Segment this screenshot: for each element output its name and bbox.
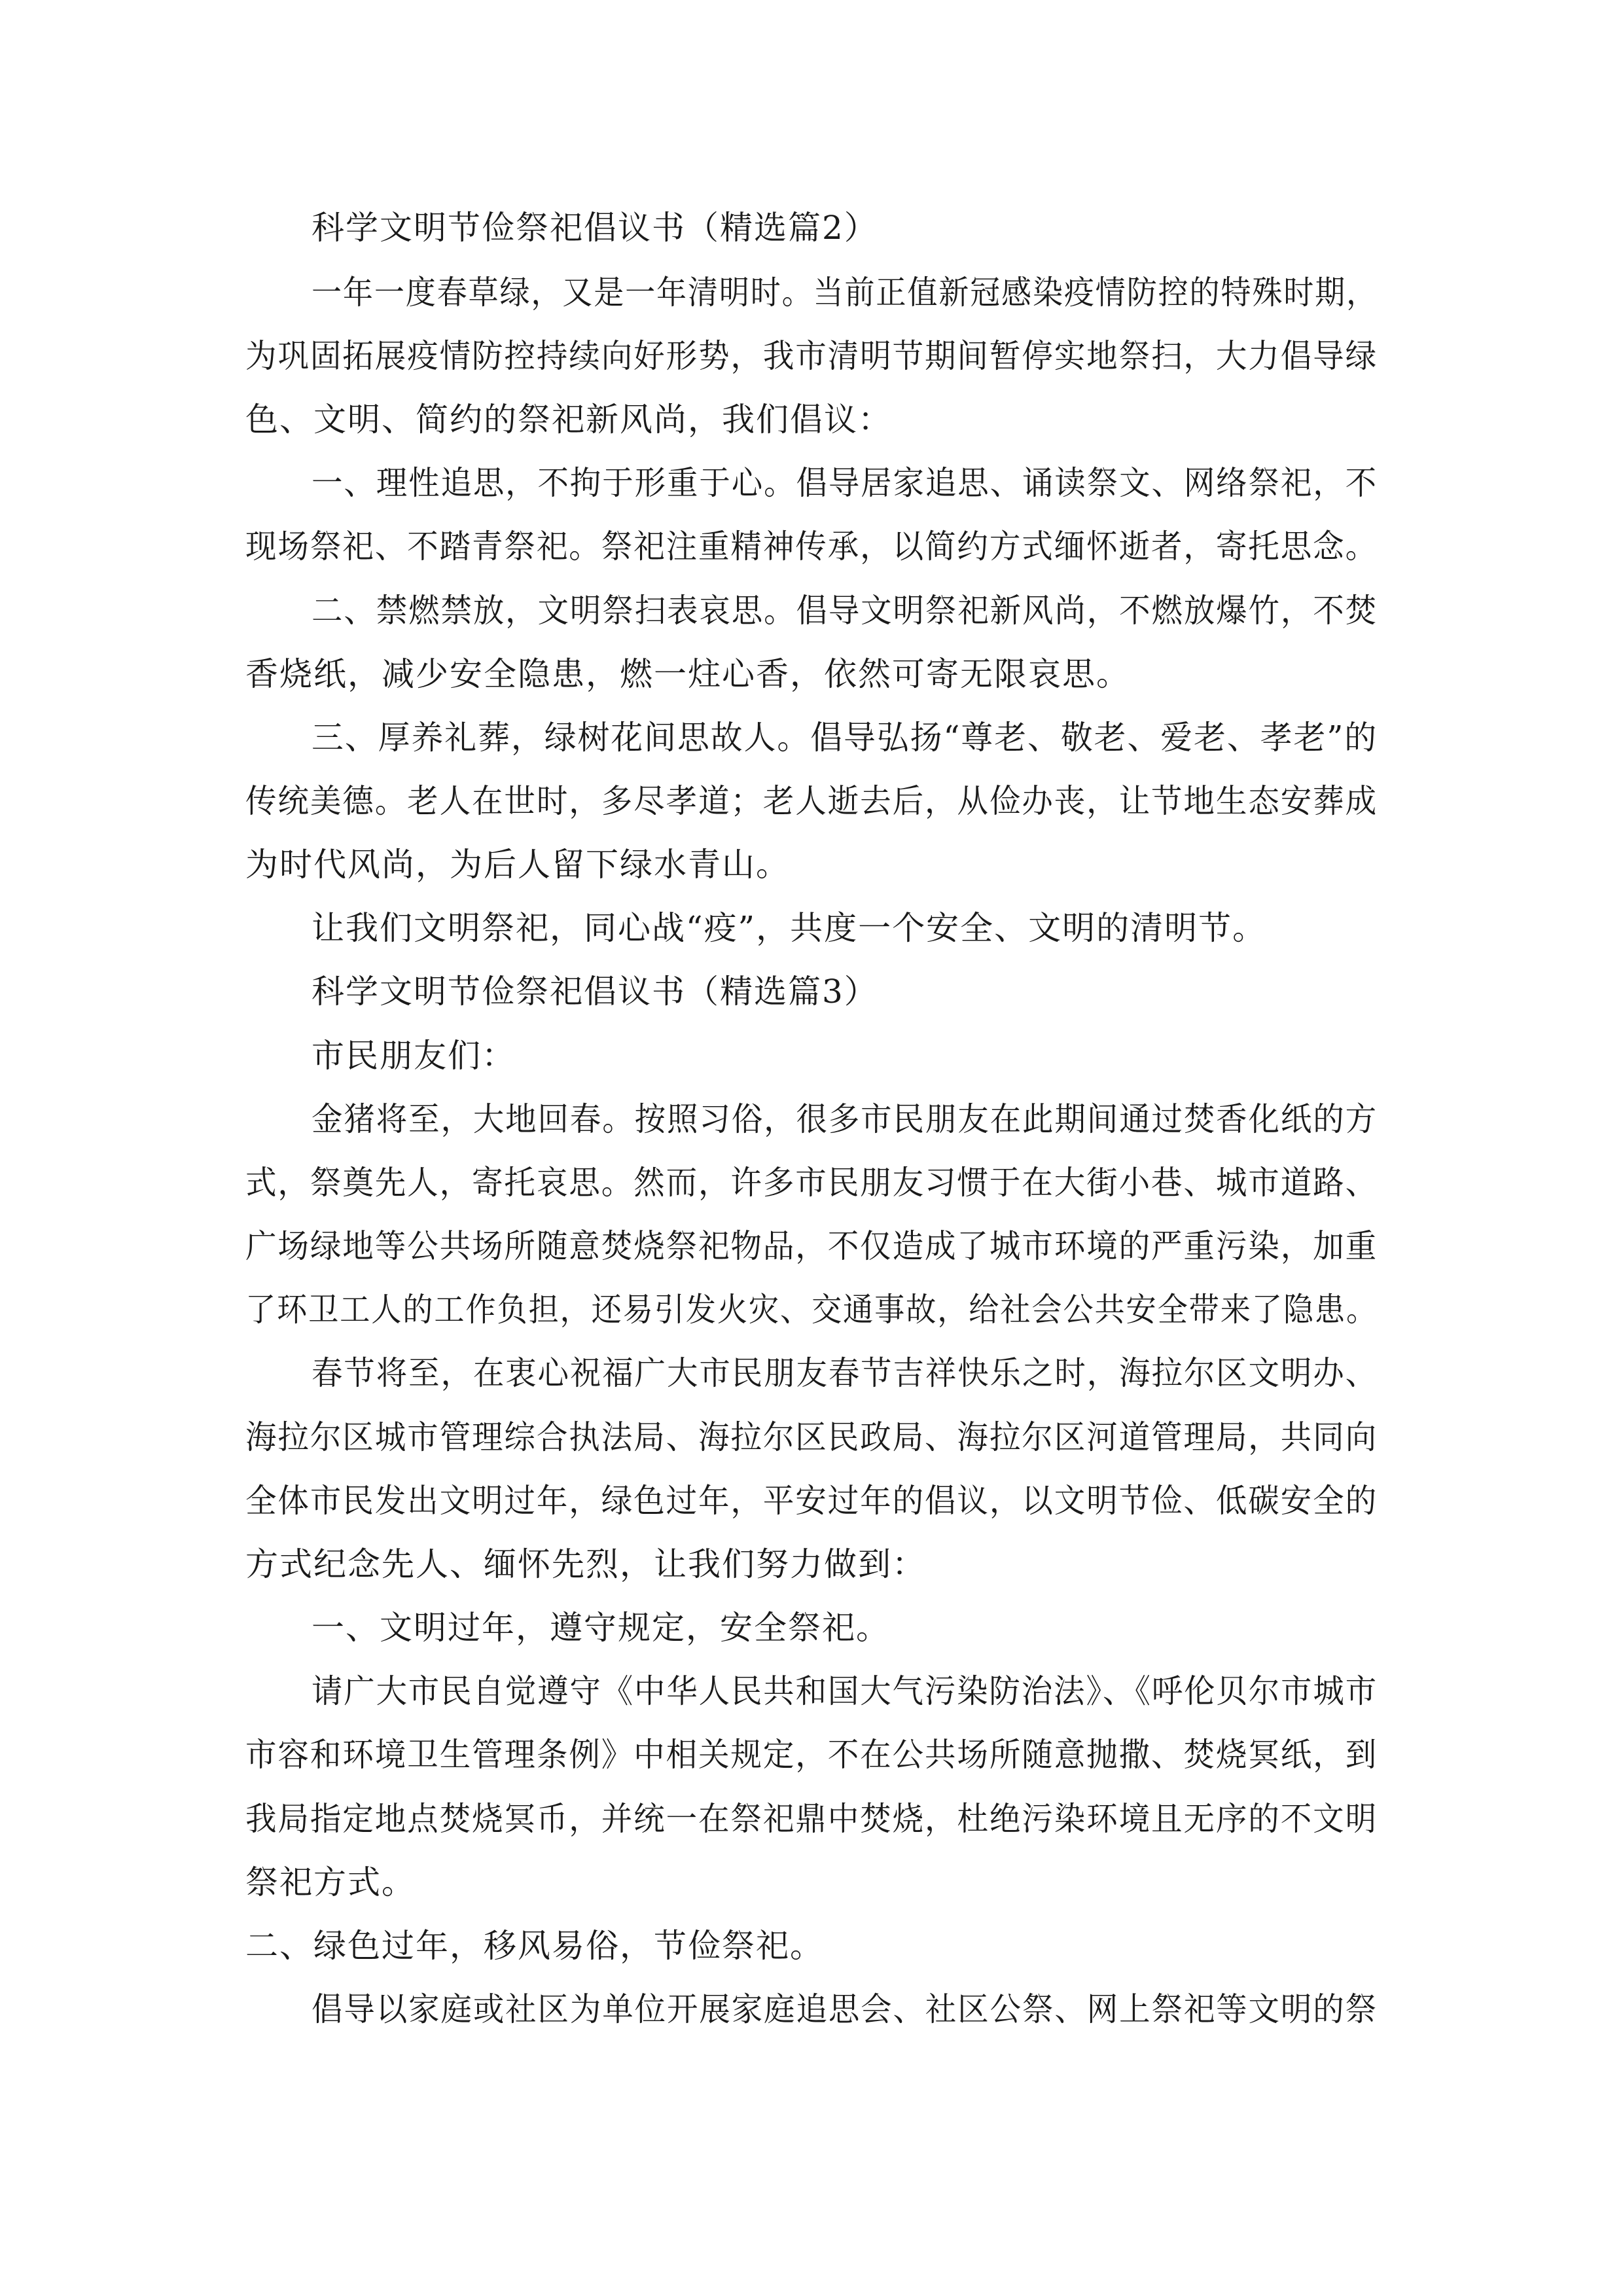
paragraph-line: 色、文明、简约的祭祀新风尚，我们倡议： bbox=[245, 401, 892, 439]
paragraph-line: 祭祀方式。 bbox=[245, 1863, 416, 1901]
paragraph-line: 我局指定地点焚烧冥币，并统一在祭祀鼎中焚烧，杜绝污染环境且无序的不文明 bbox=[245, 1800, 1378, 1838]
paragraph-line: 二、禁燃禁放，文明祭扫表哀思。倡导文明祭祀新风尚，不燃放爆竹，不焚 bbox=[312, 592, 1378, 630]
paragraph-line: 式，祭奠先人，寄托哀思。然而，许多市民朋友习惯于在大街小巷、城市道路、 bbox=[245, 1164, 1378, 1202]
paragraph-line: 让我们文明祭祀，同心战“疫”，共度一个安全、文明的清明节。 bbox=[312, 909, 1267, 947]
paragraph-line: 全体市民发出文明过年，绿色过年，平安过年的倡议，以文明节俭、低碳安全的 bbox=[245, 1482, 1378, 1520]
paragraph-line: 金猪将至，大地回春。按照习俗，很多市民朋友在此期间通过焚香化纸的方 bbox=[312, 1100, 1378, 1138]
paragraph-line: 春节将至，在衷心祝福广大市民朋友春节吉祥快乐之时，海拉尔区文明办、 bbox=[312, 1354, 1378, 1392]
paragraph-line: 一、文明过年，遵守规定，安全祭祀。 bbox=[312, 1609, 890, 1647]
paragraph-line: 方式纪念先人、缅怀先烈，让我们努力做到： bbox=[245, 1545, 926, 1583]
salutation: 市民朋友们： bbox=[312, 1037, 516, 1075]
paragraph-line: 市容和环境卫生管理条例》中相关规定，不在公共场所随意抛撒、焚烧冥纸，到 bbox=[245, 1736, 1378, 1774]
paragraph-line: 现场祭祀、不踏青祭祀。祭祀注重精神传承，以简约方式缅怀逝者，寄托思念。 bbox=[245, 528, 1378, 565]
paragraph-line: 传统美德。老人在世时，多尽孝道；老人逝去后，从俭办丧，让节地生态安葬成 bbox=[245, 782, 1378, 820]
paragraph-line: 广场绿地等公共场所随意焚烧祭祀物品，不仅造成了城市环境的严重污染，加重 bbox=[245, 1227, 1378, 1265]
paragraph-line: 为时代风尚，为后人留下绿水青山。 bbox=[245, 846, 790, 884]
paragraph-line: 海拉尔区城市管理综合执法局、海拉尔区民政局、海拉尔区河道管理局，共同向 bbox=[245, 1418, 1378, 1456]
paragraph-line: 一、理性追思，不拘于形重于心。倡导居家追思、诵读祭文、网络祭祀，不 bbox=[312, 464, 1378, 502]
section-heading-2: 科学文明节俭祭祀倡议书（精选篇2） bbox=[312, 209, 878, 247]
paragraph-line: 请广大市民自觉遵守《中华人民共和国大气污染防治法》、《呼伦贝尔市城市 bbox=[312, 1672, 1378, 1710]
section-heading-3: 科学文明节俭祭祀倡议书（精选篇3） bbox=[312, 973, 878, 1011]
paragraph-line: 了环卫工人的工作负担，还易引发火灾、交通事故，给社会公共安全带来了隐患。 bbox=[245, 1291, 1378, 1329]
paragraph-line: 二、绿色过年，移风易俗，节俭祭祀。 bbox=[245, 1927, 824, 1965]
paragraph-line: 香烧纸，减少安全隐患，燃一炷心香，依然可寄无限哀思。 bbox=[245, 655, 1130, 693]
paragraph-line: 三、厚养礼葬，绿树花间思故人。倡导弘扬“尊老、敬老、爱老、孝老”的 bbox=[312, 719, 1378, 757]
paragraph-line: 为巩固拓展疫情防控持续向好形势，我市清明节期间暂停实地祭扫，大力倡导绿 bbox=[245, 337, 1378, 375]
paragraph-line: 一年一度春草绿，又是一年清明时。当前正值新冠感染疫情防控的特殊时期， bbox=[312, 274, 1378, 312]
paragraph-line: 倡导以家庭或社区为单位开展家庭追思会、社区公祭、网上祭祀等文明的祭 bbox=[312, 1990, 1378, 2028]
